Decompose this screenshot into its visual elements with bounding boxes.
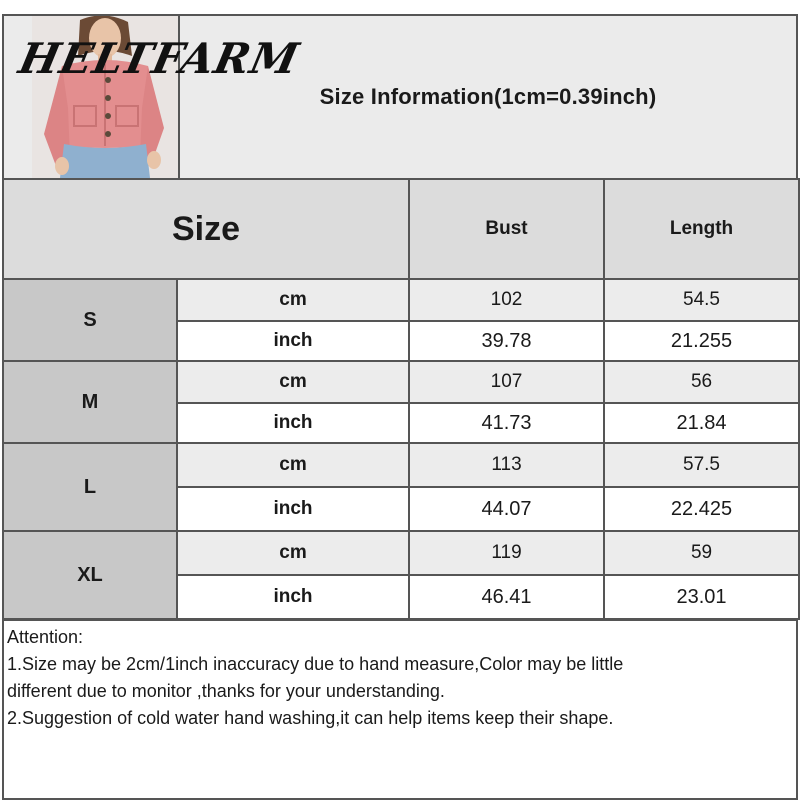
unit-cell: cm [177, 279, 409, 321]
unit-cell: inch [177, 403, 409, 443]
size-label-s: S [3, 279, 177, 361]
length-value: 57.5 [604, 443, 799, 487]
unit-cell: inch [177, 487, 409, 531]
table-row [3, 279, 799, 321]
table-row [3, 361, 799, 403]
bust-header: Bust [409, 179, 604, 279]
unit-cell: cm [177, 361, 409, 403]
size-info-title: Size Information(1cm=0.39inch) [319, 84, 657, 109]
unit-cell: cm [177, 443, 409, 487]
length-value: 54.5 [604, 279, 799, 321]
attention-line: 2.Suggestion of cold water hand washing,it can help items keep their shape. [7, 708, 614, 728]
bust-value: 102 [409, 279, 604, 321]
unit-cell: inch [177, 575, 409, 619]
bust-value: 113 [409, 443, 604, 487]
attention-line: different due to monitor ,thanks for your understanding. [7, 681, 445, 701]
length-value: 22.425 [604, 487, 799, 531]
unit-cell: cm [177, 531, 409, 575]
size-label-xl: XL [3, 531, 177, 619]
size-chart [2, 14, 798, 800]
bust-value: 46.41 [409, 575, 604, 619]
table-row [3, 443, 799, 487]
unit-cell: inch [177, 321, 409, 361]
bust-value: 107 [409, 361, 604, 403]
bust-value: 41.73 [409, 403, 604, 443]
attention-box [2, 619, 798, 800]
size-table [2, 178, 800, 620]
attention-title: Attention: [7, 627, 84, 647]
length-value: 23.01 [604, 575, 799, 619]
brand-logo: HELTFARM [14, 34, 304, 83]
length-value: 21.84 [604, 403, 799, 443]
table-header-row [3, 179, 799, 279]
table-row [3, 531, 799, 575]
bust-value: 39.78 [409, 321, 604, 361]
size-label-m: M [3, 361, 177, 443]
bust-value: 119 [409, 531, 604, 575]
length-value: 56 [604, 361, 799, 403]
attention-line: 1.Size may be 2cm/1inch inaccuracy due to hand measure,Color may be little [7, 654, 624, 674]
size-label-l: L [3, 443, 177, 531]
bust-value: 44.07 [409, 487, 604, 531]
length-header: Length [604, 179, 799, 279]
length-value: 21.255 [604, 321, 799, 361]
size-header: Size [3, 179, 409, 279]
length-value: 59 [604, 531, 799, 575]
